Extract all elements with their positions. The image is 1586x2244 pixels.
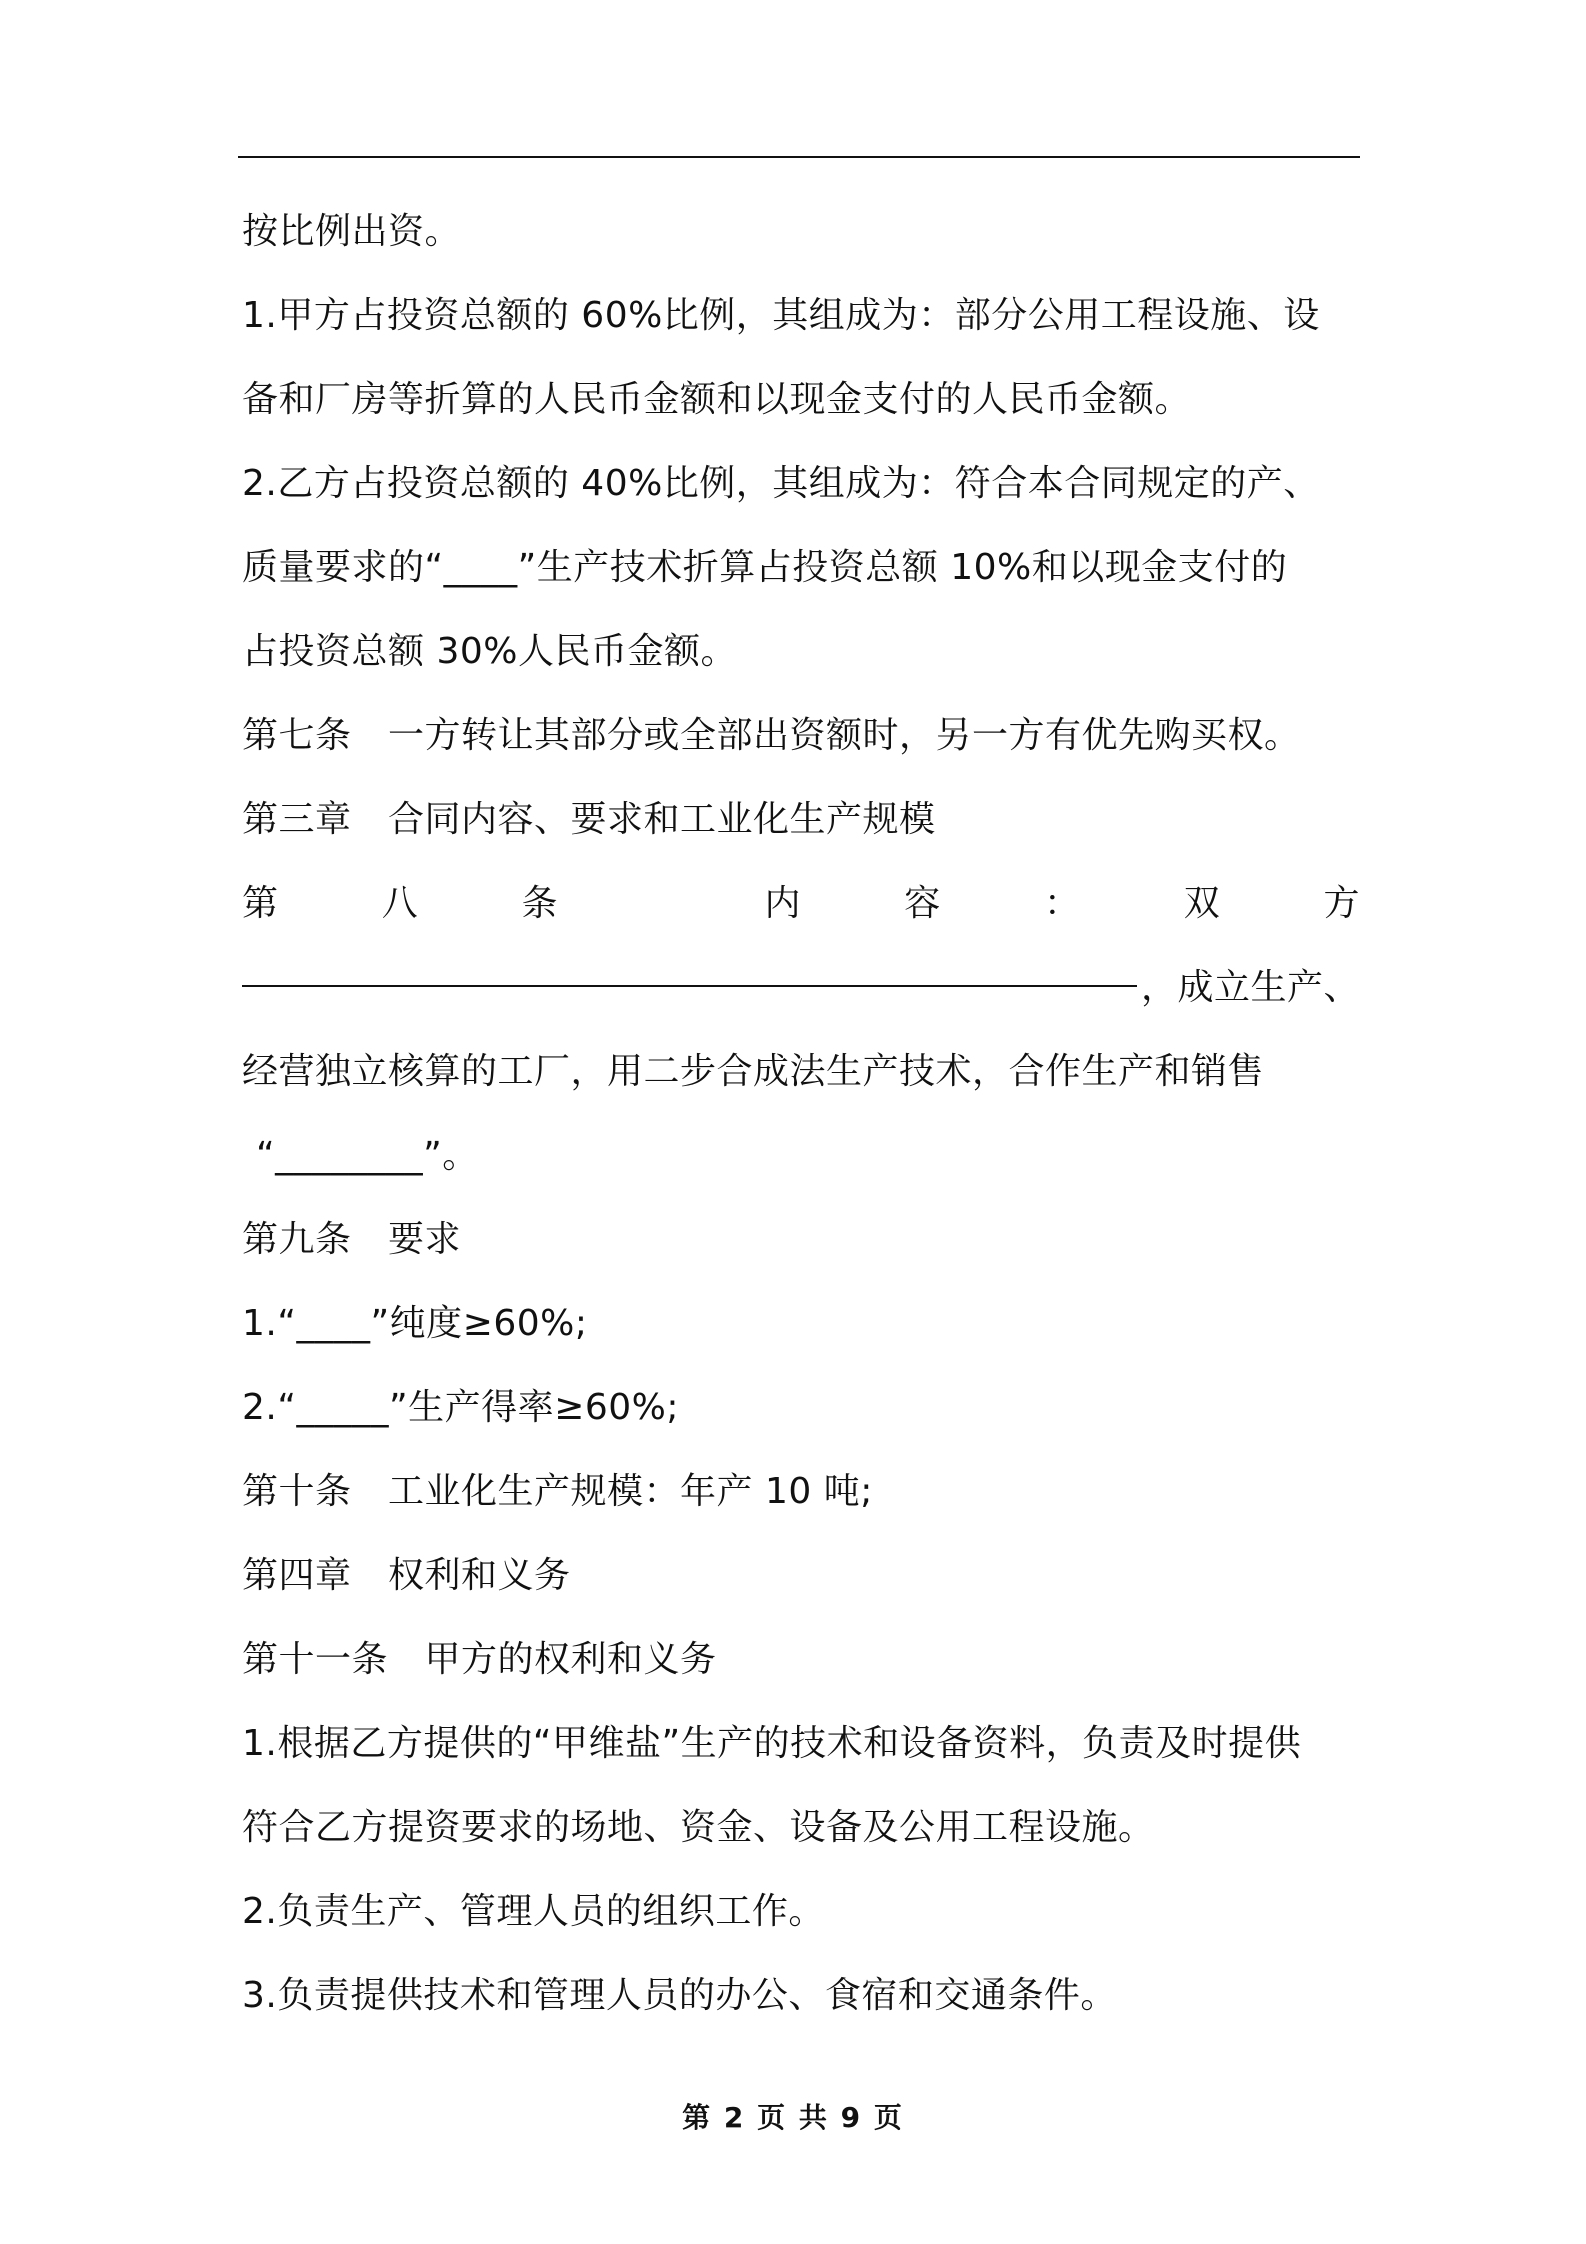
paragraph-line: 1.甲方占投资总额的 60%比例，其组成为：部分公用工程设施、设 — [242, 295, 1320, 336]
requirement-item: 2.“_____”生产得率≥60%; — [242, 1387, 679, 1428]
document-body — [242, 190, 1360, 2038]
article-8-char: ： — [1043, 883, 1081, 924]
paragraph-line: 3.负责提供技术和管理人员的办公、食宿和交通条件。 — [242, 1975, 1117, 2016]
paragraph-line: 占投资总额 30%人民币金额。 — [242, 631, 737, 672]
paragraph-line: 2.负责生产、管理人员的组织工作。 — [242, 1891, 825, 1932]
paragraph-line: 按比例出资。 — [242, 211, 462, 252]
product-blank-line: “________”。 — [256, 1135, 479, 1176]
fill-in-blank — [242, 945, 1137, 987]
paragraph-line: 备和厂房等折算的人民币金额和以现金支付的人民币金额。 — [242, 379, 1192, 420]
article-7: 第七条 一方转让其部分或全部出资额时，另一方有优先购买权。 — [242, 715, 1301, 756]
article-8-blank-line — [242, 946, 1360, 1030]
header-rule — [238, 156, 1360, 158]
paragraph-line: 1.根据乙方提供的“甲维盐”生产的技术和设备资料，负责及时提供 — [242, 1723, 1302, 1764]
paragraph-line: 符合乙方提资要求的场地、资金、设备及公用工程设施。 — [242, 1807, 1155, 1848]
article-9-heading: 第九条 要求 — [242, 1219, 462, 1260]
article-8-blank-tail: ，成立生产、 — [1140, 967, 1360, 1008]
article-8-char: 第 — [242, 883, 279, 924]
article-8-char: 方 — [1323, 883, 1360, 924]
paragraph-line: 2.乙方占投资总额的 40%比例，其组成为：符合本合同规定的产、 — [242, 463, 1320, 504]
chapter-3-heading: 第三章 合同内容、要求和工业化生产规模 — [242, 799, 936, 840]
article-8-heading — [242, 862, 1360, 946]
requirement-item: 1.“____”纯度≥60%; — [242, 1303, 588, 1344]
page-number: 第 2 页 共 9 页 — [682, 2101, 904, 2134]
article-10: 第十条 工业化生产规模：年产 10 吨; — [242, 1471, 873, 1512]
article-8-char: 双 — [1183, 883, 1221, 924]
article-8-char: 条 — [521, 883, 559, 924]
article-8-char: 内 — [764, 883, 801, 924]
paragraph-line: 经营独立核算的工厂，用二步合成法生产技术，合作生产和销售 — [242, 1051, 1265, 1092]
chapter-4-heading: 第四章 权利和义务 — [242, 1555, 571, 1596]
article-8-char: 八 — [381, 883, 419, 924]
paragraph-line: 质量要求的“____”生产技术折算占投资总额 10%和以现金支付的 — [242, 547, 1288, 588]
article-8-char: 容 — [904, 883, 941, 924]
article-11-heading: 第十一条 甲方的权利和义务 — [242, 1639, 717, 1680]
